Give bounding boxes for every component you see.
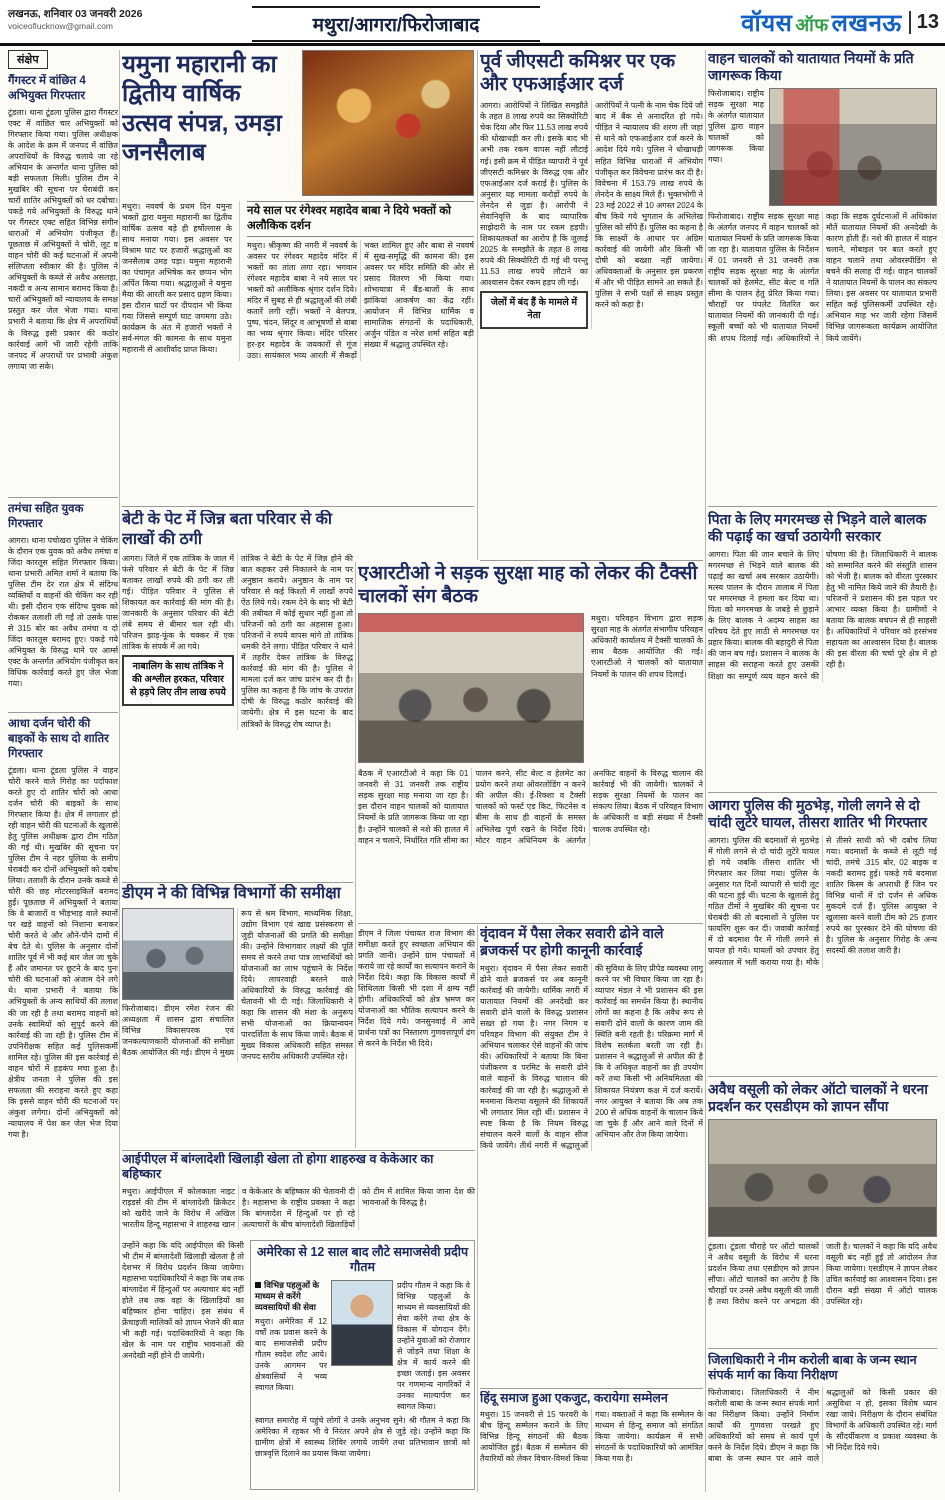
article-body: टूंडला। थाना टूंडला पुलिस ने वाहन चोरी करने वाले गिरोह का पर्दाफाश करते हुए दो शातिर चोरों को आधा दर्जन चोरी की बाइकों के साथ गिरफ्तार किया है। क्षेत्र में लगातार हो रही वाहन चोरी की घटनाओं के खुलासे हेतु पुलिस अधीक्षक द्वारा टीम गठित की गई थी। मुखबिर की सूचना पर पुलिस टीम ने नहर पुलिया के समीप घेराबंदी कर दोनों अभियुक्तों को दबोच लिया। तलाशी के दौरान उनके कब्जे से चोरी की छह मोटरसाइकिलें बरामद हुईं। पूछताछ में अभियुक्तों ने बताया कि वे बाजारों व भीड़भाड़ वाले स्थानों पर खड़े वाहनों को निशाना बनाकर चोरी करते थे और औने-पौने दामों में बेच देते थे। पुलिस के अनुसार दोनों शातिर पूर्व में भी कई बार जेल जा चुके हैं और जमानत पर छूटने के बाद पुनः चोरी की घटनाओं को अंजाम देने लगे थे। थाना प्रभारी ने बताया कि अभियुक्तों के अन्य साथियों की तलाश की जा रही है तथा बरामद वाहनों को उनके स्वामियों को सुपुर्द करने की कार्रवाई की जा रही है। पुलिस टीम में उपनिरीक्षक सहित कई पुलिसकर्मी शामिल रहे। पुलिस की इस कार्रवाई से वाहन चोरों में हड़कंप मचा हुआ है। क्षेत्रीय जनता ने पुलिस की इस सफलता की सराहना करते हुए कहा कि इससे वाहन चोरी की घटनाओं पर अंकुश लगेगा। दोनों अभियुक्तों को न्यायालय में पेश कर जेल भेज दिया गया है। <box>8 765 118 1139</box>
article-headline: अवैध वसूली को लेकर ऑटो चालकों ने धरना प्रदर्शन कर एसडीएम को ज्ञापन सौंपा <box>708 1081 928 1115</box>
article-left-col <box>255 1280 327 1393</box>
subhead-text: विभिन्न पहलुओं के माध्यम से करेंगे व्यवसायियों की सेवा <box>255 1279 319 1312</box>
square-bullet-icon <box>255 1282 261 1288</box>
article-body: मथुरा। 15 जनवरी से 15 फरवरी के बीच हिन्दू सम्मेलन कराने के लिए विभिन्न हिन्दू संगठनों की बैठक आयोजित हुई। बैठक में सम्मेलन की तैयारियों को लेकर विचार-विमर्श किया गया। वक्ताओं ने कहा कि सम्मेलन के माध्यम से हिन्दू समाज को संगठित किया जायेगा। कार्यक्रम में सभी संगठनों के पदाधिकारियों को आमंत्रित किया गया है। <box>480 1410 703 1464</box>
article-ipl-boycott <box>122 1152 475 1238</box>
column-divider <box>705 50 706 1492</box>
brief-article-tamancha <box>8 497 118 707</box>
headline-photo-row <box>122 50 474 196</box>
edition-dateline: लखनऊ, शनिवार 03 जनवरी 2026 <box>8 8 143 20</box>
article-subhead: नये साल पर रंगेश्वर महादेव बाबा ने दिये भक्तों को अलौकिक दर्शन <box>247 201 474 237</box>
inset-note: जेलों में बंद हैं के मामले में नेता <box>480 291 588 329</box>
section-divider <box>480 1388 703 1389</box>
article-vrindavan-carriers <box>480 925 703 1385</box>
article-traffic-awareness <box>708 50 937 504</box>
article-hindu-sammelan <box>480 1391 703 1491</box>
article-headline: एआरटीओ ने सड़क सुरक्षा माह को लेकर की टैक्सी चालकों संग बैठक <box>358 563 698 608</box>
contact-email: voiceoflucknow@gmail.com <box>8 21 114 31</box>
article-headline: तमंचा सहित युवक गिरफ्तार <box>8 503 84 530</box>
logo-word-of: ऑफ <box>795 15 829 35</box>
article-body: मथुरा। आईपीएल में कोलकाता नाइट राइडर्स की टीम में बांग्लादेशी क्रिकेटर को खरीदे जाने के विरोध में अखिल भारतीय हिन्दू महासभा ने शाहरुख खान व केकेआर के बहिष्कार की चेतावनी दी है। महासभा के राष्ट्रीय प्रवक्ता ने कहा कि बांग्लादेश में हिन्दुओं पर हो रहे अत्याचारों के बीच बांग्लादेशी खिलाड़ियों को टीम में शामिल किया जाना देश की भावनाओं के विरुद्ध है। <box>122 1186 475 1229</box>
article-body: बैठक में एआरटीओ ने कहा कि 01 जनवरी से 31 जनवरी तक राष्ट्रीय सड़क सुरक्षा माह मनाया जा रहा है। इस दौरान वाहन चालकों को यातायात नियमों के प्रति जागरूक किया जा रहा है। उन्होंने चालकों से नशे की हालत में वाहन न चलाने, निर्धारित गति सीमा का पालन करने, सीट बेल्ट व हेलमेट का प्रयोग करने तथा ओवरलोडिंग न करने की अपील की। ई-रिक्शा व टैक्सी चालकों को फर्स्ट एड किट, फिटनेस व बीमा के साथ ही वाहनों के समस्त अभिलेख पूर्ण रखने के निर्देश दिये। मोटर वाहन अधिनियम के अंतर्गत अनफिट वाहनों के विरुद्ध चालान की कार्रवाई भी की जायेगी। चालकों ने सड़क सुरक्षा नियमों के पालन का संकल्प लिया। बैठक में परिवहन विभाग के अधिकारी व बड़ी संख्या में टैक्सी चालक उपस्थित रहे। <box>358 769 703 845</box>
article-body: आगरा। थाना पचोखरा पुलिस ने चेकिंग के दौरान एक युवक को अवैध तमंचा व जिंदा कारतूस सहित गिरफ्तार किया। थाना प्रभारी अमित शर्मा ने बताया कि पुलिस टीम देर रात क्षेत्र में संदिग्ध व्यक्तियों व वाहनों की चेकिंग कर रही थी। इसी दौरान एक संदिग्ध युवक को रोककर तलाशी ली गई तो उसके पास से 315 बोर का अवैध तमंचा व दो जिंदा कारतूस बरामद हुए। पकड़े गये अभियुक्त के विरुद्ध थाने पर आर्म्स एक्ट के अन्तर्गत अभियोग पंजीकृत कर विधिक कार्रवाई करते हुए जेल भेजा गया। <box>8 535 118 689</box>
newspaper-logo <box>741 6 902 39</box>
review-meeting-photo <box>122 908 234 1000</box>
logo-word-voice: वॉयस <box>741 10 793 37</box>
article-dm-review-continuation: डीएम ने जिला पंचायत राज विभाग की समीक्षा करते हुए स्वच्छता अभियान की प्रगति जानी। उन्होंने ग्राम पंचायतों में कराये जा रहे कार्यों का सत्यापन कराने के निर्देश दिये। कहा कि विकास कार्यों में शिथिलता किसी भी दशा में क्षम्य नहीं होगी। अधिकारियों को क्षेत्र भ्रमण कर योजनाओं का भौतिक सत्यापन करने के निर्देश दिये गये। जनसुनवाई में आये प्रार्थना पत्रों का निस्तारण गुणवत्तापूर्ण ढंग से करने के निर्देश भी दिये। <box>358 929 475 1049</box>
article-right-block <box>239 201 474 361</box>
article-jinn-fraud <box>122 510 353 880</box>
article-neem-karoli-inspection <box>708 1348 937 1492</box>
edition-info <box>8 7 142 31</box>
brief-article-stolen-bikes <box>8 712 118 1477</box>
article-headline: बेटी के पेट में जिन्न बता परिवार से की लाखों की ठगी <box>122 511 333 548</box>
article-arto-meeting <box>358 562 703 920</box>
brand-block <box>741 6 939 39</box>
article-headline: वृंदावन में पैसा लेकर सवारी ढोने वाले ब्रजकर्स पर होगी कानूनी कार्रवाई <box>480 925 664 959</box>
article-gst-fir <box>480 50 703 558</box>
logo-word-lucknow: लखनऊ <box>831 10 902 37</box>
awareness-drive-photo <box>769 88 937 206</box>
article-body: टूंडला। थाना टूंडला पुलिस द्वारा गैंगस्टर एक्ट में वांछित चार अभियुक्तों को गिरफ्तार किया गया। पुलिस अधीक्षक के आदेश के क्रम में जनपद में वांछित अपराधियों के विरुद्ध चलाये जा रहे अभियान के अन्तर्गत थाना पुलिस को बड़ी सफलता मिली। पुलिस टीम ने मुखबिर की सूचना पर घेराबंदी कर चारों शातिर अभियुक्तों को धर दबोचा। पकड़े गये अभियुक्तों के विरुद्ध थाने पर गैंगस्टर एक्ट सहित विभिन्न संगीन धाराओं में अभियोग पंजीकृत हैं। पूछताछ में अभियुक्तों ने चोरी, लूट व वाहन चोरी की कई घटनाओं में अपनी संलिप्तता स्वीकार की है। पुलिस ने अभियुक्तों के कब्जे से अवैध असलहा, नकदी व अन्य सामान बरामद किया है। चारों अभियुक्तों को न्यायालय के समक्ष प्रस्तुत कर जेल भेजा गया। थाना प्रभारी ने बताया कि क्षेत्र में अपराधियों के विरुद्ध इसी प्रकार की कठोर कार्रवाई आगे भी जारी रहेगी ताकि जनपद में अपराधों पर प्रभावी अंकुश लगाया जा सके। <box>8 107 118 371</box>
article-body: आगरा। पुलिस की बदमाशों से मुठभेड़ में गोली लगने से दो चांदी लुटेरे घायल हो गये जबकि तीसरा शातिर भी गिरफ्तार कर लिया गया। पुलिस के अनुसार गत दिनों व्यापारी से चांदी लूट की घटना हुई थी। घटना के खुलासे हेतु गठित टीमों ने मुखबिर की सूचना पर घेराबंदी की तो बदमाशों ने पुलिस पर फायरिंग शुरू कर दी। जवाबी कार्रवाई में दो बदमाश पैर में गोली लगने से घायल हो गये। घायलों को उपचार हेतु अस्पताल में भर्ती कराया गया है। मौके से तीसरे साथी को भी दबोच लिया गया। बदमाशों के कब्जे से लूटी गई चांदी, तमंचे .315 बोर, 02 बाइक व नकदी बरामद हुई। पकड़े गये बदमाश शातिर किस्म के अपराधी हैं जिन पर विभिन्न थानों में दो दर्जन से अधिक मुकदमे दर्ज हैं। पुलिस आयुक्त ने खुलासा करने वाली टीम को 25 हजार रुपये का पुरस्कार देने की घोषणा की है। पुलिस के अनुसार गिरोह के अन्य सदस्यों की तलाश जारी है। <box>708 836 937 967</box>
article-pradeep-gautam <box>250 1240 475 1490</box>
portrait-photo <box>331 1280 393 1366</box>
article-headline: हिंदू समाज हुआ एकजुट, करायेगा सम्मेलन <box>480 1391 668 1405</box>
page-number: 13 <box>909 11 939 34</box>
photo-row <box>255 1280 470 1412</box>
meeting-photo <box>358 613 584 763</box>
article-auto-protest <box>708 1076 937 1348</box>
article-body: स्वागत समारोह में पहुंचे लोगों ने उनके अनुभव सुने। श्री गौतम ने कहा कि अमेरिका में रहकर भी वे निरंतर अपने क्षेत्र से जुड़े रहे। उन्होंने कहा कि ग्रामीण क्षेत्रों में स्वास्थ्य शिविर लगाये जायेंगे तथा प्रतिभावान छात्रों को छात्रवृत्ति दिलाने का प्रयास किया जायेगा। <box>255 1415 470 1458</box>
section-divider <box>358 923 703 924</box>
article-headline: गैंगस्टर में वांछित 4 अभियुक्त गिरफ्तार <box>8 75 86 102</box>
article-police-encounter <box>708 792 937 1076</box>
article-headline: पूर्व जीएसटी कमिश्नर पर एक और एफआईआर दर्ज <box>480 51 676 96</box>
article-body-part: फिरोजाबाद। डीएम रमेश रंजन की अध्यक्षता में शासन द्वारा संचालित विभिन्न विकासपरक एवं जनकल्याणकारी योजनाओं की समीक्षा बैठक आयोजित की गई। डीएम ने मुख्य रूप से श्रम विभाग, माध्यमिक शिक्षा, उद्योग विभाग एवं खाद्य प्रसंस्करण से जुड़ी योजनाओं की प्रगति की समीक्षा की। उन्होंने विभागवार लक्ष्यों की पूर्ति समय से करने तथा पात्र लाभार्थियों को योजनाओं का लाभ पहुंचाने के निर्देश दिये। लापरवाही बरतने वाले अधिकारियों के विरुद्ध कार्रवाई की चेतावनी भी दी गई। जिलाधिकारी ने कहा कि शासन की मंशा के अनुरूप सभी योजनाओं का क्रियान्वयन पारदर्शिता के साथ किया जाये। बैठक में मुख्य विकास अधिकारी सहित समस्त जनपद स्तरीय अधिकारी उपस्थित रहे। <box>122 908 353 1061</box>
section-divider <box>122 506 474 507</box>
article-headline: आधा दर्जन चोरी की बाइकों के साथ दो शातिर गिरफ्तार <box>8 718 109 760</box>
article-crocodile-bravery <box>708 506 937 792</box>
article-body: मथुरा। अमेरिका में 12 वर्षों तक प्रवास करने के बाद समाजसेवी प्रदीप गौतम स्वदेश लौट आये। उनके आगमन पर क्षेत्रवासियों ने भव्य स्वागत किया। <box>255 1316 327 1392</box>
brief-news-column <box>8 50 118 1492</box>
article-headline: वाहन चालकों को यातायात नियमों के प्रति जागरूक किया <box>708 50 914 84</box>
brief-article-gangster <box>8 74 118 492</box>
article-body: आगरा। पिता की जान बचाने के लिए मगरमच्छ से भिड़ने वाले बालक की पढ़ाई का खर्चा अब सरकार उठायेगी। मत्स्य पालन के दौरान तालाब में पिता पर मगरमच्छ ने हमला कर दिया था। पिता को मगरमच्छ के जबड़े से छुड़ाने के लिए बालक ने अदम्य साहस का परिचय देते हुए लाठी से मगरमच्छ पर प्रहार किया। बालक की बहादुरी से पिता की जान बच गई। प्रशासन ने बालक के साहस की सराहना करते हुए उसकी शिक्षा का सम्पूर्ण व्यय वहन करने की घोषणा की है। जिलाधिकारी ने बालक को सम्मानित करने की संस्तुति शासन को भेजी है। बालक को वीरता पुरस्कार हेतु भी नामित किये जाने की तैयारी है। परिजनों ने प्रशासन की इस पहल पर आभार व्यक्त किया है। ग्रामीणों ने बताया कि बालक बचपन से ही साहसी है। अधिकारियों ने परिवार को हरसंभव सहायता का आश्वासन दिया है। बालक की इस वीरता की चर्चा पूरे क्षेत्र में हो रही है। <box>708 550 937 681</box>
article-headline: पिता के लिए मगरमच्छ से भिड़ने वाले बालक की पढ़ाई का खर्चा उठायेगी सरकार <box>708 511 927 545</box>
article-body <box>122 553 353 730</box>
column-divider <box>119 50 120 1492</box>
article-body <box>480 100 703 328</box>
article-body <box>122 908 353 1062</box>
article-body: मथुरा। वृंदावन में पैसा लेकर सवारी ढोने वाले ब्रजकर्स पर अब कानूनी कार्रवाई की जायेगी। धार्मिक नगरी में यातायात नियमों की अनदेखी कर सवारी ढोने वालों के विरुद्ध प्रशासन सख्त हो गया है। नगर निगम व परिवहन विभाग की संयुक्त टीम ने अभियान चलाकर ऐसे वाहनों की जांच की। अधिकारियों ने बताया कि बिना पंजीकरण व परमिट के सवारी ढोने वाले वाहनों के विरुद्ध चालान की कार्रवाई की जा रही है। श्रद्धालुओं से मनमाना किराया वसूलने की शिकायतें भी लगातार मिल रही थीं। प्रशासन ने स्पष्ट किया है कि नियम विरुद्ध संचालन करने वालों के वाहन सीज किये जायेंगे। तीर्थ नगरी में श्रद्धालुओं की सुविधा के लिए प्रीपेड व्यवस्था लागू करने पर भी विचार किया जा रहा है। व्यापार मंडल ने भी प्रशासन की इस कार्रवाई का समर्थन किया है। स्थानीय लोगों का कहना है कि अवैध रूप से सवारी ढोने वालों के कारण जाम की स्थिति बनी रहती है। परिक्रमा मार्ग में विशेष सतर्कता बरती जा रही है। प्रशासन ने श्रद्धालुओं से अपील की है कि वे अधिकृत वाहनों का ही उपयोग करें तथा किसी भी अनियमितता की शिकायत नियंत्रण कक्ष में दर्ज करायें। नगर आयुक्त ने बताया कि अब तक 200 से अधिक वाहनों के चालान किये जा चुके हैं और आने वाले दिनों में अभियान और तेज किया जायेगा। <box>480 964 703 1150</box>
article-body-part: तांत्रिक ने बेटी के पेट में जिन्न होने की बात कहकर उसे निकालने के नाम पर अनुष्ठान कराये। अनुष्ठान के नाम पर परिवार से कई किश्तों में लाखों रुपये ऐंठ लिये गये। रकम देने के बाद भी बेटी की तबीयत में कोई सुधार नहीं हुआ तो परिजनों को ठगी का अहसास हुआ। परिजनों ने रुपये वापस मांगे तो तांत्रिक धमकी देने लगा। पीड़ित परिवार ने थाने में तहरीर देकर तांत्रिक के विरुद्ध कार्रवाई की मांग की है। पुलिस ने मामला दर्ज कर जांच प्रारंभ कर दी है। पुलिस का कहना है कि जांच के उपरांत दोषी के विरुद्ध कठोर कार्रवाई की जायेगी। क्षेत्र में इस घटना के बाद तांत्रिकों के विरुद्ध रोष व्याप्त है। <box>241 554 353 729</box>
column-divider <box>477 50 478 560</box>
article-subhead <box>255 1280 327 1313</box>
section-divider <box>122 1150 475 1151</box>
region-header: मथुरा/आगरा/फिरोजाबाद <box>252 6 540 42</box>
inset-note: नाबालिग के साथ तांत्रिक ने की अश्लील हरकत, परिवार से हड़पे लिए तीन लाख रुपये <box>122 655 234 705</box>
article-headline: यमुना महारानी का द्वितीय वार्षिक उत्सव संपन्न, उमड़ा जनसैलाब <box>122 51 282 166</box>
section-label: संक्षेप <box>8 50 48 69</box>
article-headline: आईपीएल में बांग्लादेशी खिलाड़ी खेला तो होगा शाहरुख व केकेआर का बहिष्कार <box>122 1152 434 1182</box>
article-body: फिरोजाबाद। राष्ट्रीय सड़क सुरक्षा माह के अंतर्गत जनपद में वाहन चालकों को यातायात नियमों के प्रति जागरूक किया जा रहा है। यातायात पुलिस के निर्देशन में 01 जनवरी से 31 जनवरी तक राष्ट्रीय सड़क सुरक्षा माह के अंतर्गत चालकों को हेलमेट, सीट बेल्ट व गति सीमा के पालन हेतु प्रेरित किया गया। चौराहों पर पंपलेट वितरित कर यातायात नियमों की जानकारी दी गई। स्कूली बच्चों को भी यातायात नियमों की शपथ दिलाई गई। अधिकारियों ने कहा कि सड़क दुर्घटनाओं में अधिकांश मौतें यातायात नियमों की अनदेखी के कारण होती हैं। नशे की हालत में वाहन चलाने, मोबाइल पर बात करते हुए वाहन चलाने तथा ओवरस्पीडिंग से बचने की सलाह दी गई। वाहन चालकों ने यातायात नियमों के पालन का संकल्प लिया। इस अवसर पर यातायात प्रभारी सहित कई पुलिसकर्मी उपस्थित रहे। अभियान माह भर जारी रहेगा जिसमें विभिन्न जागरूकता कार्यक्रम आयोजित किये जायेंगे। <box>708 212 937 343</box>
section-divider <box>480 560 703 561</box>
column-divider <box>355 562 356 1148</box>
article-body: मथुरा। नववर्ष के प्रथम दिन यमुना भक्तों द्वारा यमुना महारानी का द्वितीय वार्षिक उत्सव बड़े ही हर्षोल्लास के साथ मनाया गया। इस अवसर पर विश्राम घाट पर हजारों श्रद्धालुओं का जनसैलाब उमड़ पड़ा। यमुना महारानी का पंचामृत अभिषेक कर छप्पन भोग अर्पित किया गया। श्रद्धालुओं ने यमुना मैया की आरती कर प्रसाद ग्रहण किया। इस दौरान घाटों पर दीपदान भी किया गया जिससे सम्पूर्ण घाट जगमगा उठे। कार्यक्रम के अंत में हजारों भक्तों ने सर्व-मंगल की कामना के साथ यमुना महारानी से आशीर्वाद प्राप्त किया। <box>122 202 232 355</box>
article-body: प्रदीप गौतम ने कहा कि वे विभिन्न पहलुओं के माध्यम से व्यवसायियों की सेवा करेंगे तथा क्षेत्र के विकास में योगदान देंगे। उन्होंने युवाओं को रोजगार से जोड़ने तथा शिक्षा के क्षेत्र में कार्य करने की इच्छा जताई। इस अवसर पर गणमान्य नागरिकों ने उनका माल्यार्पण कर स्वागत किया। <box>397 1280 470 1411</box>
article-body: फिरोजाबाद। जिलाधिकारी ने नीम करोली बाबा के जन्म स्थान संपर्क मार्ग का निरीक्षण किया। उन्होंने निर्माण कार्यों की गुणवत्ता परखते हुए अधिकारियों को समय से कार्य पूर्ण करने के निर्देश दिये। डीएम ने कहा कि बाबा के जन्म स्थान पर आने वाले श्रद्धालुओं को किसी प्रकार की असुविधा न हो, इसका विशेष ध्यान रखा जाये। निरीक्षण के दौरान संबंधित विभागों के अधिकारी उपस्थित रहे। मार्ग के सौंदर्यीकरण व प्रकाश व्यवस्था के भी निर्देश दिये गये। <box>708 1387 937 1463</box>
article-body-part: आगरा। जिले में एक तांत्रिक के जाल में फंसे परिवार से बेटी के पेट में जिन्न बताकर लाखों रुपये की ठगी कर ली गई। पीड़ित परिवार ने पुलिस से शिकायत कर कार्रवाई की मांग की है। जानकारी के अनुसार परिवार की बेटी लंबे समय से बीमार चल रही थी। परिजन झाड़-फूंक के चक्कर में एक तांत्रिक के संपर्क में आ गये। <box>122 554 234 652</box>
section-divider <box>122 882 353 883</box>
article-body: मथुरा। श्रीकृष्ण की नगरी में नववर्ष के अवसर पर रंगेश्वर महादेव मंदिर में भक्तों का तांता लगा रहा। भगवान रंगेश्वर महादेव बाबा ने नये साल पर भक्तों को अलौकिक श्रृंगार दर्शन दिये। मंदिर में सुबह से ही श्रद्धालुओं की लंबी कतारें लगी रहीं। भक्तों ने बेलपत्र, पुष्प, चंदन, सिंदूर व आभूषणों से बाबा का भव्य श्रृंगार किया। मंदिर परिसर हर-हर महादेव के जयकारों से गूंज उठा। सायंकाल भव्य आरती में सैकड़ों भक्त शामिल हुए और बाबा से नववर्ष में सुख-समृद्धि की कामना की। इस अवसर पर मंदिर समिति की ओर से प्रसाद वितरण भी किया गया। शोभायात्रा में बैंड-बाजों के साथ झांकियां आकर्षण का केंद्र रहीं। आयोजन में विभिन्न धार्मिक व सामाजिक संगठनों के पदाधिकारी, अर्जुन पंडित व नरेश शर्मा सहित बड़ी संख्या में श्रद्धालु उपस्थित रहे। <box>247 240 474 361</box>
article-dm-review <box>122 884 353 1148</box>
article-body-part: आरोपियों ने पत्नी के नाम चेक दिये जो बाद में बैंक से अनादरित हो गये। पीड़ित ने न्यायालय की शरण ली जहां से थाने को एफआईआर दर्ज करने के आदेश दिये गये। पुलिस ने धोखाधड़ी सहित विभिन्न धाराओं में अभियोग पंजीकृत कर विवेचना प्रारंभ कर दी है। विवेचना में 153.79 लाख रुपये के लेनदेन के साक्ष्य मिले हैं। भुक्तभोगी ने 23 मई 2022 से 10 अगस्त 2024 के बीच किये गये भुगतान के अभिलेख पुलिस को सौंपे हैं। पुलिस का कहना है कि साक्ष्यों के आधार पर अग्रिम कार्रवाई की जायेगी और किसी भी दोषी को बख्शा नहीं जायेगा। अधिवक्ताओं के अनुसार इस प्रकरण में और भी पीड़ित सामने आ सकते हैं। पुलिस ने सभी पक्षों से साक्ष्य प्रस्तुत करने को कहा है। <box>595 101 703 309</box>
article-body: मथुरा। परिवहन विभाग द्वारा सड़क सुरक्षा माह के अंतर्गत संभागीय परिवहन अधिकारी कार्यालय में टैक्सी चालकों के साथ बैठक आयोजित की गई। एआरटीओ ने चालकों को यातायात नियमों के पालन की शपथ दिलाई। <box>591 614 703 679</box>
protest-photo <box>708 1119 937 1237</box>
article-body-part: आगरा। आरोपियों ने लिखित समझौते के तहत 8 लाख रुपये का सिक्योरिटी चेक दिया और फिर 11.53 लाख रुपये की धोखाधड़ी कर ली। इसके बाद भी अभी तक रकम वापस नहीं लौटाई गई। इसी क्रम में पीड़ित व्यापारी ने पूर्व जीएसटी कमिश्नर के विरुद्ध एक और एफआईआर दर्ज कराई है। पुलिस के अनुसार यह मामला करोड़ों रुपये के लेनदेन से जुड़ा है। आरोपी ने सेवानिवृत्ति के बाद व्यापारिक साझेदारी के नाम पर रकम हड़पी। शिकायतकर्ता का आरोप है कि जुलाई 2025 के समझौते के तहत 8 लाख रुपये की सिक्योरिटी दी गई थी परन्तु 11.53 लाख रुपये लौटाने का आश्वासन देकर रकम हड़प ली गई। <box>480 101 588 287</box>
article-ipl-boycott-continuation: उन्होंने कहा कि यदि आईपीएल की किसी भी टीम में बांग्लादेशी खिलाड़ी खेलता है तो देशभर में विरोध प्रदर्शन किया जायेगा। महासभा पदाधिकारियों ने कहा कि जब तक बांग्लादेश में हिन्दुओं पर अत्याचार बंद नहीं होते तब तक वहां के खिलाड़ियों का बहिष्कार होना चाहिए। इस संबंध में फ्रेंचाइजी मालिकों को ज्ञापन भेजने की बात भी कही गई। पदाधिकारियों ने कहा कि खेल के नाम पर राष्ट्रीय भावनाओं की अनदेखी नहीं होने दी जायेगी। <box>122 1241 244 1361</box>
photo-row <box>358 613 703 763</box>
masthead <box>0 0 945 46</box>
article-headline: आगरा पुलिस की मुठभेड़, गोली लगने से दो चांदी लुटेरे घायल, तीसरा शातिर भी गिरफ्तार <box>708 797 928 831</box>
article-headline: जिलाधिकारी ने नीम करोली बाबा के जन्म स्थान संपर्क मार्ग का किया निरीक्षण <box>708 1353 917 1383</box>
article-headline: अमेरिका से 12 साल बाद लौटे समाजसेवी प्रदीप गौतम <box>256 1245 469 1275</box>
column-divider <box>477 925 478 1492</box>
article-headline: डीएम ने की विभिन्न विभागों की समीक्षा <box>122 885 341 902</box>
article-body: फिरोजाबाद। राष्ट्रीय सड़क सुरक्षा माह के अंतर्गत यातायात पुलिस द्वारा वाहन चालकों को जागरूक किया गया। <box>708 89 764 165</box>
festival-photo <box>302 50 474 196</box>
article-body-row <box>122 201 474 361</box>
article-body: टूंडला। टूंडला चौराहे पर ऑटो चालकों ने अवैध वसूली के विरोध में धरना प्रदर्शन किया तथा एसडीएम को ज्ञापन सौंपा। ऑटो चालकों का आरोप है कि चौराहों पर उनसे अवैध वसूली की जाती है तथा विरोध करने पर अभद्रता की जाती है। चालकों ने कहा कि यदि अवैध वसूली बंद नहीं हुई तो आंदोलन तेज किया जायेगा। एसडीएम ने ज्ञापन लेकर उचित कार्रवाई का आश्वासन दिया। इस दौरान बड़ी संख्या में ऑटो चालक उपस्थित रहे। <box>708 1242 937 1307</box>
article-yamuna-festival <box>122 50 474 504</box>
photo-row <box>708 88 937 206</box>
